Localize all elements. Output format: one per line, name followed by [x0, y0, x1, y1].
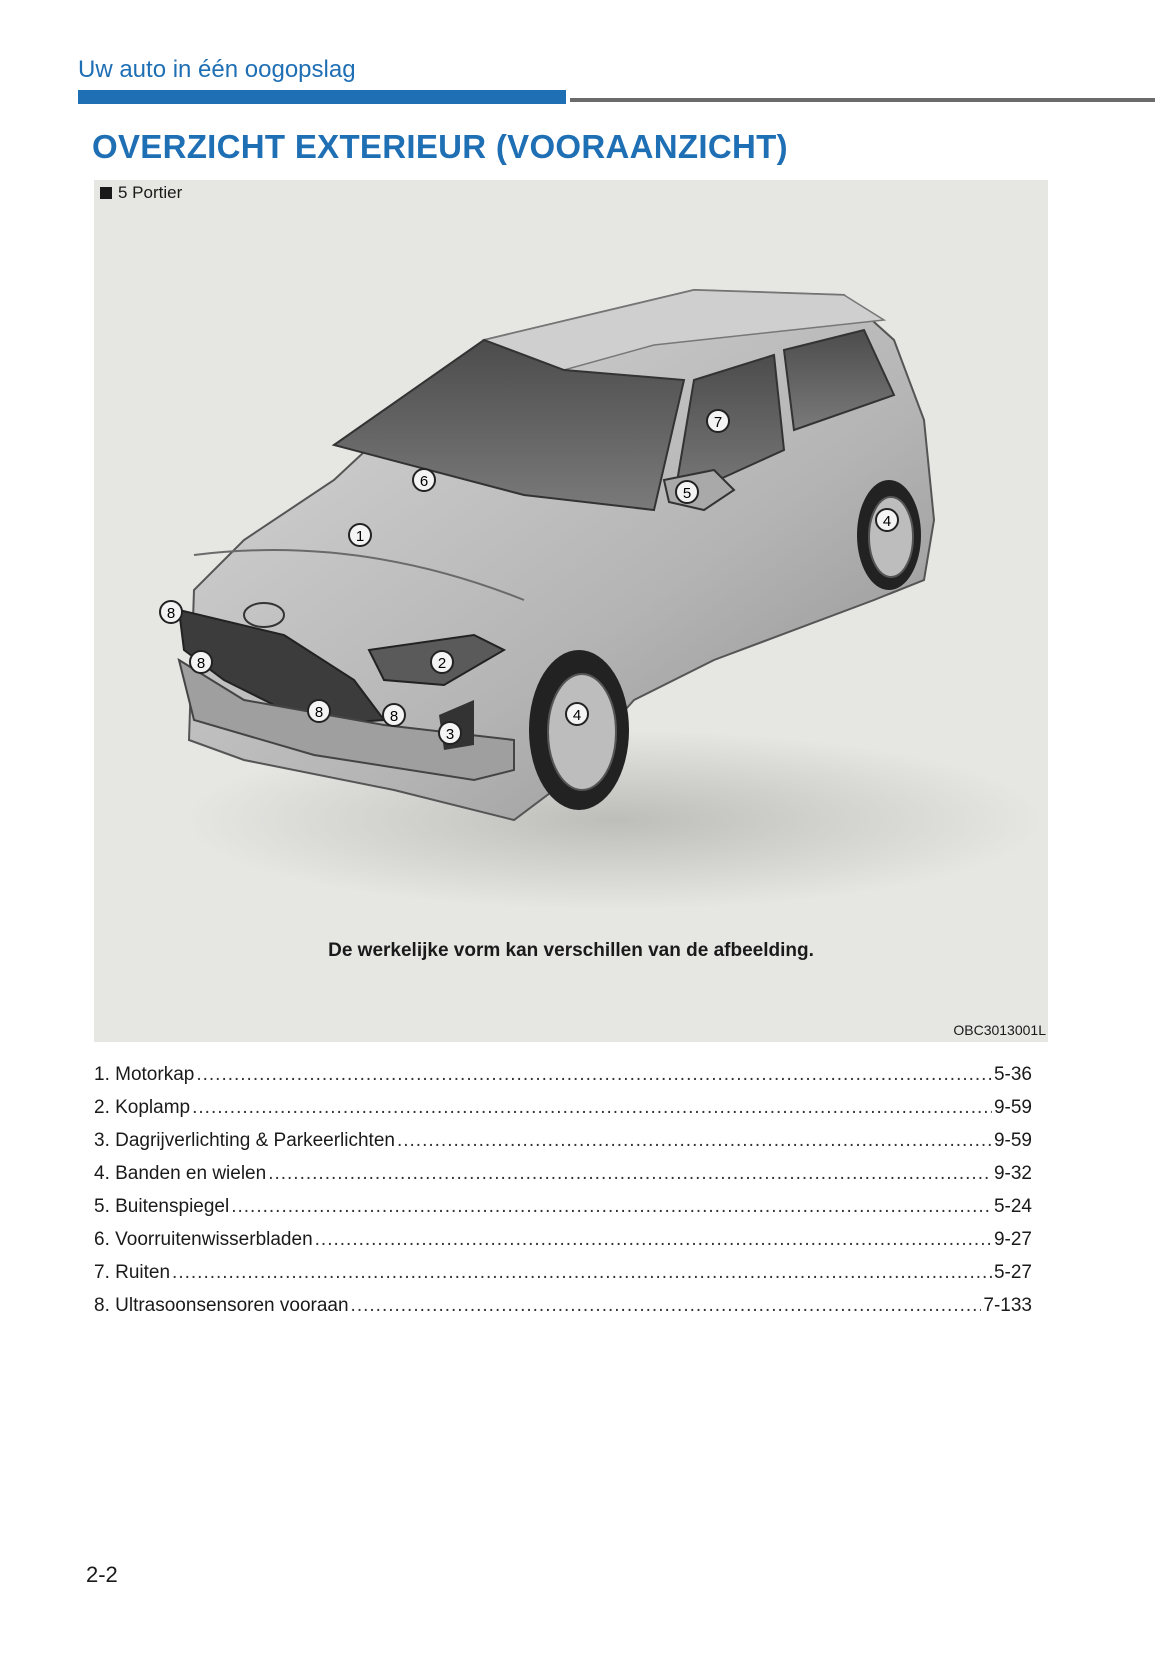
svg-text:8: 8 [389, 708, 399, 725]
legend-item-label: 6. Voorruitenwisserbladen [94, 1229, 313, 1250]
legend-item-page: 9-59 [993, 1130, 1032, 1151]
leader-dots [315, 1229, 992, 1251]
svg-text:6: 6 [419, 473, 429, 490]
svg-text:7: 7 [713, 414, 723, 431]
legend-item [94, 1163, 1032, 1196]
callout-7 [707, 410, 729, 432]
car-illustration [94, 180, 1048, 1042]
callout-3 [439, 722, 461, 744]
legend-item-label: 1. Motorkap [94, 1064, 195, 1085]
leader-dots [268, 1163, 992, 1185]
callout-6 [413, 469, 435, 491]
callout-8-c [308, 700, 330, 722]
leader-dots [397, 1130, 992, 1152]
leader-dots [231, 1196, 992, 1218]
svg-text:3: 3 [445, 726, 455, 743]
figure-code: OBC3013001L [953, 1022, 1046, 1038]
legend-item-page: 9-32 [993, 1163, 1032, 1184]
figure-disclaimer: De werkelijke vorm kan verschillen van de afbeelding. [328, 940, 814, 961]
svg-text:8: 8 [314, 704, 324, 721]
svg-text:8: 8 [166, 605, 176, 622]
leader-dots [351, 1295, 982, 1317]
svg-text:5: 5 [682, 485, 692, 502]
legend-item-page: 9-59 [993, 1097, 1032, 1118]
callout-5 [676, 481, 698, 503]
legend-item-page: 5-36 [993, 1064, 1032, 1085]
page-number: 2-2 [86, 1562, 118, 1587]
callout-4-front [566, 703, 588, 725]
svg-text:4: 4 [882, 513, 892, 530]
legend-item-label: 8. Ultrasoonsensoren vooraan [94, 1295, 349, 1316]
legend-item-label: 7. Ruiten [94, 1262, 171, 1283]
legend-item-label: 3. Dagrijverlichting & Parkeerlichten [94, 1130, 395, 1151]
svg-text:8: 8 [196, 655, 206, 672]
front-rim [548, 674, 616, 790]
header-rule-accent [78, 90, 566, 104]
leader-dots [192, 1097, 992, 1119]
svg-text:4: 4 [572, 707, 582, 724]
legend-item-page: 9-27 [993, 1229, 1032, 1250]
legend-item-page: 5-27 [993, 1262, 1032, 1283]
legend-item [94, 1196, 1032, 1229]
legend-list [94, 1064, 1032, 1328]
leader-dots [172, 1262, 992, 1284]
callout-1 [349, 524, 371, 546]
legend-item [94, 1064, 1032, 1097]
callout-8-a [160, 601, 182, 623]
callout-8-d [383, 704, 405, 726]
variant-label-text: 5 Portier [118, 183, 183, 202]
legend-item-label: 5. Buitenspiegel [94, 1196, 230, 1217]
callout-8-b [190, 651, 212, 673]
legend-item [94, 1097, 1032, 1130]
leader-dots [196, 1064, 992, 1086]
figure-panel [94, 180, 1048, 1042]
legend-item-label: 2. Koplamp [94, 1097, 191, 1118]
legend-item-label: 4. Banden en wielen [94, 1163, 267, 1184]
svg-text:1: 1 [355, 528, 365, 545]
legend-item [94, 1262, 1032, 1295]
legend-item [94, 1130, 1032, 1163]
legend-item [94, 1229, 1032, 1262]
section-title: Uw auto in één oogopslag [78, 56, 356, 83]
legend-item [94, 1295, 1032, 1328]
callout-2 [431, 651, 453, 673]
header-rule [570, 98, 1155, 102]
svg-text:2: 2 [437, 655, 447, 672]
page-title: OVERZICHT EXTERIEUR (VOORAANZICHT) [92, 128, 788, 165]
legend-item-page: 7-133 [983, 1295, 1032, 1316]
callout-4-rear [876, 509, 898, 531]
legend-item-page: 5-24 [993, 1196, 1032, 1217]
